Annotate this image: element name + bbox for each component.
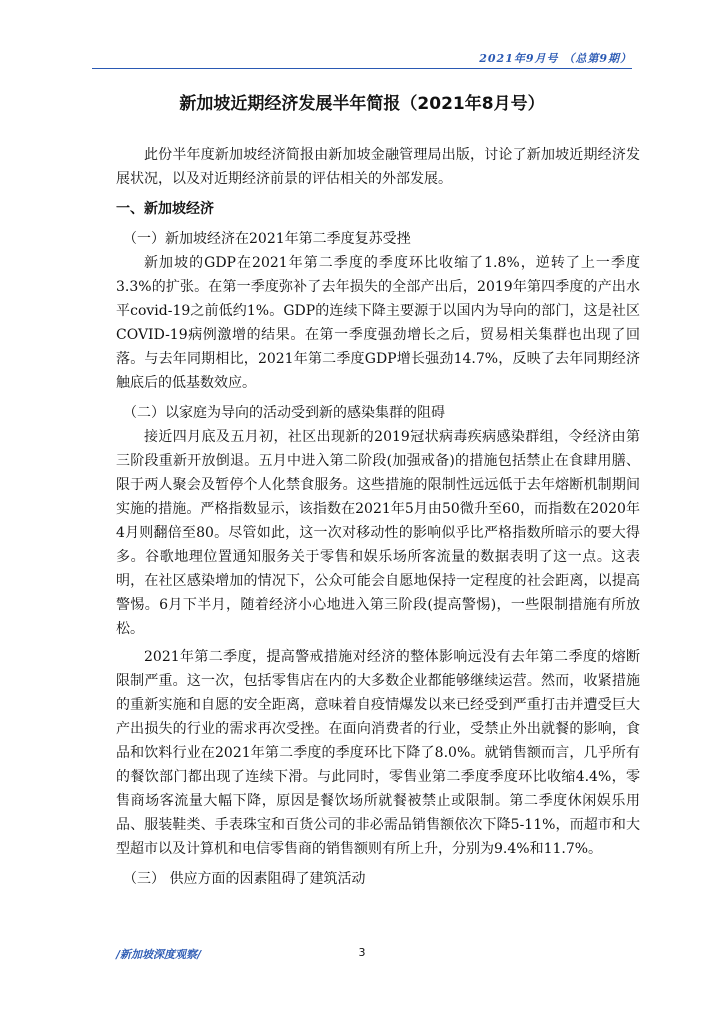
footer-publication: /新加坡深度观察/ (116, 948, 202, 961)
section-heading: 一、新加坡经济 (116, 201, 214, 217)
subsection-heading: （二）以家庭为导向的活动受到新的感染集群的阻碍 (123, 405, 445, 421)
header-divider (92, 68, 632, 69)
body-paragraph: 接近四月底及五月初，社区出现新的2019冠状病毒疾病感染群组，令经济由第三阶段重新开放倒退。五月中进入第二阶段(加强戒备)的措施包括禁止在食肆用膳、限于两人聚会及暂停个人化禁食服务。这些措施的限制性远远低于去年熔断机制期间实施的措施。严格指数显示，该指数在2021年5月由50微升至60，而指数在2020年4月则翻倍至80。尽管如此，这一次对移动性的影响似乎比严格指数所暗示的要大得多。谷歌地理位置通知服务关于零售和娱乐场所客流量的数据表明了这一点。这表明，在社区感染增加的情况下，公众可能会自愿地保持一定程度的社会距离，以提高警惕。6月下半月，随着经济小心地进入第三阶段(提高警惕)，一些限制措施有所放松。 (116, 429, 640, 637)
issue-label: 2021年9月号 （总第9期） (479, 52, 632, 65)
page-number: 3 (358, 946, 366, 959)
page-title: 新加坡近期经济发展半年简报（2021年8月号） (179, 94, 545, 114)
body-paragraph: 新加坡的GDP在2021年第二季度的季度环比收缩了1.8%，逆转了上一季度3.3%的扩张。在第一季度弥补了去年损失的全部产出后，2019年第四季度的产出水平covid-19之前低约1%。GDP的连续下降主要源于以国内为导向的部门，这是社区COVID-19病例激增的结果。在第一季度强劲增长之后，贸易相关集群也出现了回落。与去年同期相比，2021年第二季度GDP增长强劲14.7%，反映了去年同期经济触底后的低基数效应。 (116, 255, 640, 391)
intro-paragraph: 此份半年度新加坡经济简报由新加坡金融管理局出版，讨论了新加坡近期经济发展状况，以及对近期经济前景的评估相关的外部发展。 (116, 147, 640, 187)
subsection-heading: （三） 供应方面的因素阻碍了建筑活动 (123, 871, 366, 887)
body-paragraph: 2021年第二季度，提高警戒措施对经济的整体影响远没有去年第二季度的熔断限制严重。这一次，包括零售店在内的大多数企业都能够继续运营。然而，收紧措施的重新实施和自愿的安全距离，意味着自疫情爆发以来已经受到严重打击并遭受巨大产出损失的行业的需求再次受挫。在面向消费者的行业，受禁止外出就餐的影响，食品和饮料行业在2021年第二季度的季度环比下降了8.0%。就销售额而言，几乎所有的餐饮部门都出现了连续下滑。与此同时，零售业第二季度季度环比收缩4.4%，零售商场客流量大幅下降，原因是餐饮场所就餐被禁止或限制。第二季度休闲娱乐用品、服装鞋类、手表珠宝和百货公司的非必需品销售额依次下降5-11%，而超市和大型超市以及计算机和电信零售商的销售额则有所上升，分别为9.4%和11.7%。 (116, 649, 640, 857)
document-body (116, 143, 640, 891)
subsection-heading: （一）新加坡经济在2021年第二季度复苏受挫 (123, 231, 411, 247)
